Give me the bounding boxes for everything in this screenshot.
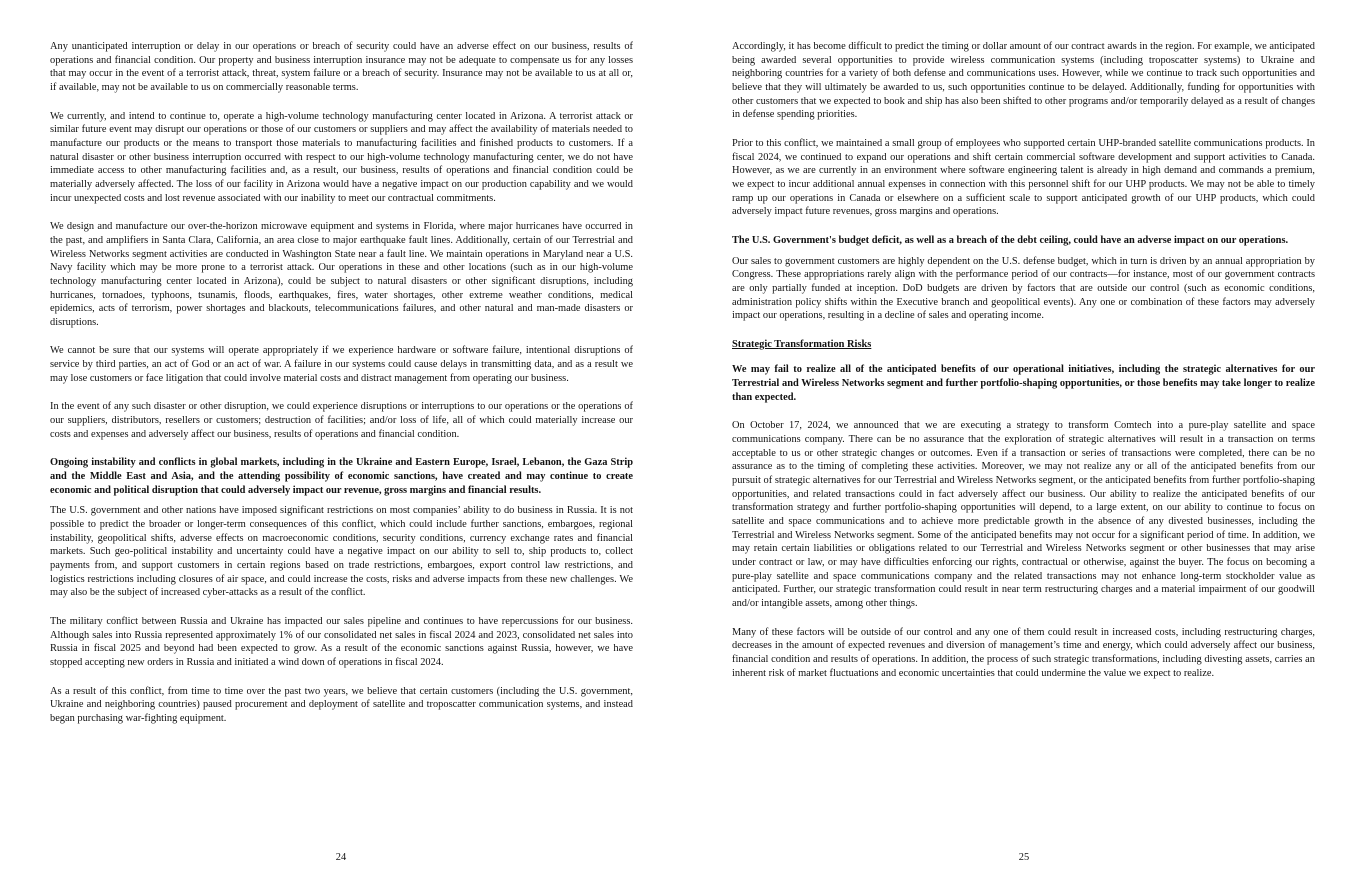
paragraph: Prior to this conflict, we maintained a small group of employees who supported certain UHP-branded satellite communications products. In fiscal 2024, we continued to expand our operations and shift certain commercial software development and support activities to Canada. However, as we are currently in an environment where software engineering talent is already in high demand and commands a premium, we expect to incur additional annual expenses in connection with this personnel shift for our UHP products. We may not be able to timely ramp up our operations in Canada or elsewhere on a sufficient scale to support anticipated growth of our UHP products, which could adversely impact future revenues, gross margins and operations. (732, 137, 1315, 218)
paragraph: Our sales to government customers are highly dependent on the U.S. defense budget, which in turn is driven by an annual appropriation by Congress. These appropriations rarely align with the performance period of our contracts—for instance, most of our government contracts are only partially funded at inception. DoD budgets are driven by factors that are outside our control (such as economic conditions, administration policy shifts within the Executive branch and geopolitical events). Any one or combination of these factors may adversely impact our operations, resulting in a decline of sales and operating income. (732, 255, 1315, 322)
section-title: Strategic Transformation Risks (732, 338, 872, 350)
left-page-body (50, 40, 633, 741)
paragraph: In the event of any such disaster or other disruption, we could experience disruptions or interruptions to our operations or the operations of our suppliers, distributors, resellers or customers; destruction of facilities; and/or loss of life, all of which could materially increase our costs and expenses and adversely affect our business, results of operations and financial condition. (50, 401, 633, 440)
right-page (683, 0, 1365, 889)
page-number: 25 (1018, 852, 1030, 863)
paragraph: We currently, and intend to continue to, operate a high-volume technology manufacturing center located in Arizona. A terrorist attack or similar future event may disrupt our operations or those of our customers or suppliers and may affect the availability of materials needed to manufacture our products or the means to transport those materials to manufacturing facilities and finished products to customers. If a natural disaster or other business interruption occurred with respect to our high-volume technology manufacturing center, we do not have immediate access to other manufacturing facilities and, as a result, our business, results of operations and financial condition could be materially adversely affected. The loss of our facility in Arizona would have a negative impact on our production capability and we would incur unexpected costs and lost revenue associated with our inability to meet our contractual commitments. (50, 110, 633, 204)
paragraph: The U.S. government and other nations have imposed significant restrictions on most companies’ ability to do business in Russia. It is not possible to predict the broader or longer-term consequences of this conflict, which could include further sanctions, embargoes, regional instability, geopolitical shifts, adverse effects on macroeconomic conditions, security conditions, currency exchange rates and financial markets. Such geo-political instability and uncertainty could have a negative impact on our ability to sell to, ship products to, collect payments from, and support customers in certain regions based on trade restrictions, embargoes, export control law restrictions, and logistics restrictions including closures of air space, and could increase the costs, risks and adverse impacts from these new challenges. We may also be the subject of increased cyber-attacks as a result of the conflict. (50, 505, 633, 599)
page-number: 24 (335, 852, 347, 863)
risk-heading-strategic: We may fail to realize all of the anticipated benefits of our operational initiatives, including the strategic alternatives for our Terrestrial and Wireless Networks segment and further portfolio-shaping opportunities, or those benefits may take longer to realize than expected. (732, 364, 1315, 403)
paragraph: The military conflict between Russia and Ukraine has impacted our sales pipeline and continues to have repercussions for our business. Although sales into Russia represented approximately 1% of our consolidated net sales in fiscal 2024 and 2023, consolidated net sales into Russia in fiscal 2025 and beyond had been expected to grow. As a result of the economic sanctions against Russia, however, we have stopped accepting new orders in Russia and initiated a wind down of operations in fiscal 2024. (50, 615, 633, 668)
paragraph: Many of these factors will be outside of our control and any one of them could result in increased costs, including restructuring charges, decreases in the amount of expected revenues and diversion of management’s time and energy, which could adversely affect our business, financial condition and results of operations. In addition, the process of such strategic transformations, including divesting assets, carries an inherent risk of market fluctuations and economic uncertainties that could undermine the value we expect to realize. (732, 626, 1315, 679)
right-page-body (732, 40, 1315, 695)
paragraph: Any unanticipated interruption or delay in our operations or breach of security could have an adverse effect on our business, results of operations and financial condition. Our property and business interruption insurance may not be adequate to compensate us for any losses that may occur in the event of a terrorist attack, threat, system failure or a breach of security. Insurance may not be available to us at all or, if available, may not be available to us on commercially reasonable terms. (50, 41, 633, 93)
paragraph: We cannot be sure that our systems will operate appropriately if we experience hardware or software failure, intentional disruptions of service by third parties, an act of God or an act of war. A failure in our systems could cause delays in transmitting data, and as a result we may lose customers or face litigation that could involve material costs and distract management from operating our business. (50, 345, 633, 384)
paragraph: On October 17, 2024, we announced that we are executing a strategy to transform Comtech into a pure-play satellite and space communications company. There can be no assurance that the exploration of strategic alternatives will result in a transaction on terms acceptable to us or other strategic changes or outcomes. Even if a transaction or series of transactions were completed, there can be no assurance as to the timing of completing these activities. Moreover, we may not realize any or all of the anticipated benefits from our pursuit of strategic alternatives for our Terrestrial and Wireless Networks segment, or the anticipated benefits from further portfolio-shaping opportunities, and related transactions could in fact adversely affect our business. Our ability to realize the anticipated benefits of our transformation strategy and further portfolio-shaping opportunities will depend, to a large extent, on our ability to continue to focus on satellite and space communications and to achieve more predictable growth in the absence of any divested businesses, including the Terrestrial and Wireless Networks segment. Some of the anticipated benefits may not occur for a significant period of time. In addition, we may retain certain liabilities or obligations related to our Terrestrial and Wireless Networks segment or other businesses that may arise under contract or law, or may have difficulties enforcing our rights, contractual or otherwise, against the buyer. The focus on becoming a pure-play satellite and space communications company and the related transactions may not enhance long-term stockholder value as anticipated. Further, our strategic transformation could result in near term restructuring charges and a material impairment of our goodwill and/or intangible assets, among other things. (732, 420, 1315, 609)
paragraph: Accordingly, it has become difficult to predict the timing or dollar amount of our contract awards in the region. For example, we anticipated being awarded several opportunities to provide wireless communication systems (including troposcatter systems) to Ukraine and neighboring countries for a variety of both defense and communications uses. However, while we continue to track such opportunities and believe that they will ultimately be awarded to us, such opportunities continue to be delayed. Additionally, funding for opportunities with other customers that we expected to book and ship has also been shifted to other programs and/or temporarily delayed as a result of changes in defense spending priorities. (732, 41, 1315, 121)
left-page (0, 0, 682, 889)
risk-heading-global-instability: Ongoing instability and conflicts in global markets, including in the Ukraine and Eastern Europe, Israel, Lebanon, the Gaza Strip and the Middle East and Asia, and the attending possibility of economic sanctions, have created and may continue to create economic and political disruption that could adversely impact our revenue, gross margins and financial results. (50, 457, 633, 496)
risk-heading-budget-deficit: The U.S. Government's budget deficit, as well as a breach of the debt ceiling, could have an adverse impact on our operations. (732, 234, 1289, 246)
paragraph: We design and manufacture our over-the-horizon microwave equipment and systems in Florida, where major hurricanes have occurred in the past, and amplifiers in Santa Clara, California, an area close to major earthquake fault lines. Additionally, certain of our Terrestrial and Wireless Networks segment activities are conducted in Washington State near a fault line. We maintain operations in Maryland near a U.S. Navy facility which may be more prone to a terrorist attack. Our operations in these and other locations (such as in our high-volume technology manufacturing center located in Arizona), could be subject to natural disasters or other significant disruptions, including hurricanes, tornadoes, typhoons, tsunamis, floods, earthquakes, fires, water shortages, other extreme weather conditions, medical epidemics, acts of terrorism, power shortages and blackouts, telecommunications failures, and other natural and man-made disasters or disruptions. (50, 221, 633, 328)
paragraph: As a result of this conflict, from time to time over the past two years, we believe that certain customers (including the U.S. government, Ukraine and neighboring countries) paused procurement and deployment of satellite and troposcatter communication systems, and instead began purchasing war-fighting equipment. (50, 685, 633, 724)
